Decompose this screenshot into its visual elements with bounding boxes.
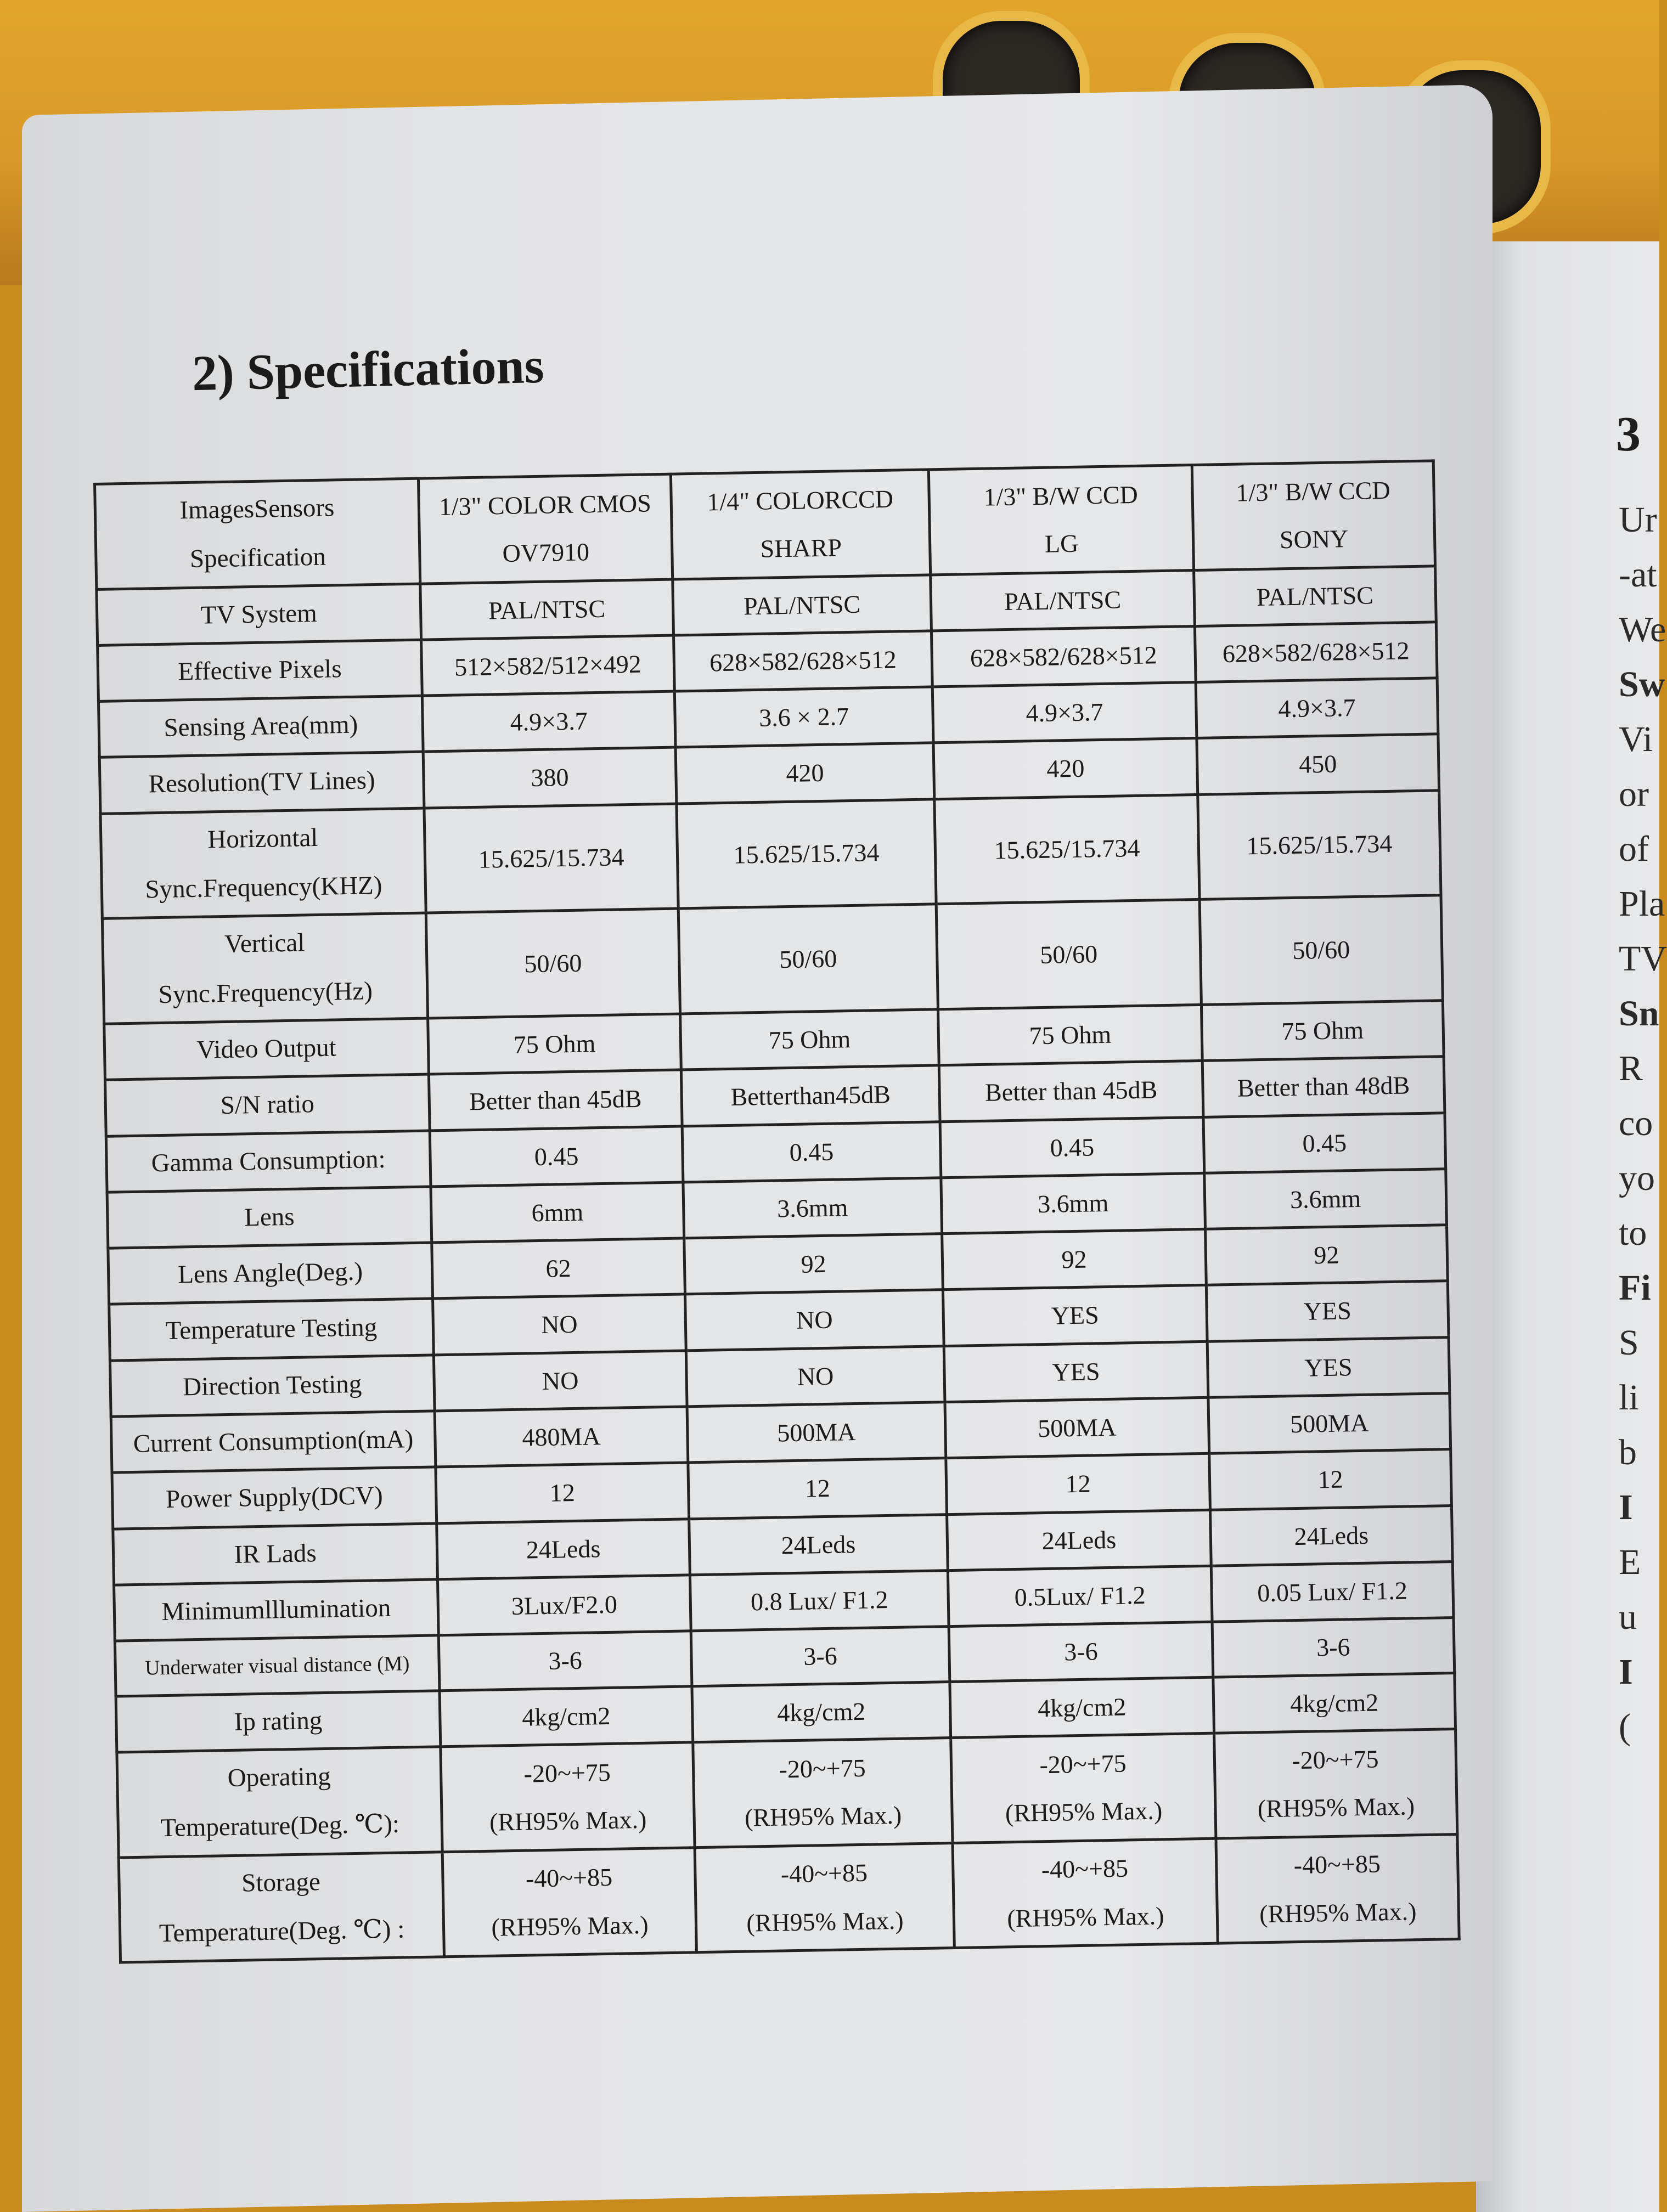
value-cell — [428, 1014, 682, 1074]
value-cell — [690, 1571, 949, 1631]
value-text: YES — [1051, 1301, 1100, 1330]
value-cell — [949, 1622, 1213, 1681]
value-cell — [1210, 1505, 1452, 1566]
row-label-cell — [108, 1243, 433, 1305]
value-cell — [947, 1510, 1212, 1571]
row-label-cell — [97, 584, 421, 646]
value-text: NO — [542, 1366, 579, 1395]
value-text: 75 Ohm — [513, 1029, 596, 1059]
row-label-text: Temperature(Deg. ℃): — [160, 1809, 400, 1843]
row-label-cell — [98, 696, 423, 758]
value-text: -40~+85 — [525, 1863, 613, 1893]
page-title: 2) Specifications — [191, 337, 545, 402]
value-text: 0.05 Lux/ F1.2 — [1257, 1576, 1408, 1607]
value-cell — [1201, 1001, 1444, 1061]
next-page — [1476, 241, 1667, 2212]
value-cell — [1207, 1337, 1450, 1397]
value-text: (RH95% Max.) — [1006, 1901, 1164, 1933]
value-text: 62 — [545, 1254, 572, 1283]
value-text: 3Lux/F2.0 — [511, 1590, 618, 1620]
value-text: 628×582/628×512 — [709, 645, 897, 677]
value-cell — [693, 1737, 953, 1847]
value-text: 12 — [1317, 1465, 1343, 1494]
value-text: 3.6mm — [776, 1193, 848, 1223]
value-cell — [939, 1061, 1203, 1122]
row-label-cell — [116, 1690, 441, 1752]
next-page-text-fragment: R — [1619, 1048, 1643, 1088]
row-label-text: Direction Testing — [182, 1369, 362, 1402]
value-text: PAL/NTSC — [488, 594, 606, 625]
value-text: 0.5Lux/ F1.2 — [1014, 1581, 1146, 1611]
value-text: 50/60 — [1039, 940, 1098, 969]
value-text: 24Leds — [526, 1534, 601, 1564]
row-label-text: Resolution(TV Lines) — [148, 766, 375, 799]
value-cell — [934, 794, 1199, 904]
value-text: NO — [540, 1310, 578, 1339]
row-label-cell — [102, 913, 427, 1024]
next-page-text-fragment: Pla — [1619, 884, 1665, 924]
value-text: Betterthan45dB — [730, 1080, 891, 1111]
value-text: 4kg/cm2 — [521, 1701, 611, 1731]
row-label-text: Sync.Frequency(Hz) — [158, 976, 373, 1009]
value-cell — [948, 1566, 1212, 1627]
value-text: 4.9×3.7 — [1026, 698, 1103, 727]
column-model: SHARP — [760, 533, 842, 563]
value-text: 480MA — [521, 1422, 601, 1452]
next-page-text-fragment: yo — [1619, 1158, 1655, 1198]
row-label-cell — [107, 1187, 432, 1249]
value-cell — [437, 1519, 690, 1579]
next-page-text-fragment: TV — [1619, 939, 1667, 979]
value-cell — [1206, 1225, 1448, 1285]
row-label-text: Sync.Frequency(KHZ) — [144, 871, 382, 904]
value-text: 12 — [804, 1474, 831, 1503]
value-text: 0.8 Lux/ F1.2 — [750, 1585, 888, 1616]
column-model: SONY — [1279, 524, 1349, 554]
row-label-text: Current Consumption(mA) — [133, 1425, 414, 1459]
next-page-text-fragment: I — [1619, 1652, 1633, 1692]
value-text: 24Leds — [1041, 1525, 1117, 1555]
value-text: 3.6mm — [1289, 1184, 1361, 1214]
value-cell — [683, 1178, 942, 1238]
value-text: 512×582/512×492 — [454, 650, 642, 681]
value-cell — [686, 1346, 945, 1406]
value-text: 4kg/cm2 — [1037, 1692, 1127, 1722]
value-text: 50/60 — [779, 944, 837, 974]
value-cell — [424, 804, 678, 913]
value-text: 75 Ohm — [1281, 1015, 1364, 1046]
next-page-text-fragment: co — [1619, 1103, 1653, 1143]
row-label-cell — [119, 1852, 444, 1962]
row-label-text: Power Supply(DCV) — [165, 1481, 384, 1514]
next-page-text-fragment: Fi — [1619, 1268, 1651, 1308]
row-label-text: Video Output — [196, 1033, 337, 1064]
value-text: 3-6 — [548, 1646, 583, 1675]
column-model: LG — [1044, 529, 1079, 558]
value-text: (RH95% Max.) — [1005, 1796, 1163, 1827]
value-cell — [1211, 1562, 1454, 1622]
value-cell — [1213, 1673, 1456, 1733]
value-text: -20~+75 — [1291, 1745, 1379, 1775]
row-label-text: Operating — [227, 1762, 331, 1793]
value-cell — [953, 1838, 1218, 1948]
value-cell — [677, 799, 936, 909]
value-text: 0.45 — [789, 1137, 834, 1166]
value-cell — [932, 682, 1197, 743]
value-text: 4kg/cm2 — [1289, 1688, 1379, 1718]
spec-table — [93, 459, 1461, 1963]
value-text: 4.9×3.7 — [1278, 693, 1356, 723]
value-text: PAL/NTSC — [1004, 585, 1122, 616]
value-cell — [1197, 734, 1439, 794]
value-text: 6mm — [531, 1198, 584, 1227]
value-cell — [938, 1005, 1202, 1065]
row-label-text: Gamma Consumption: — [151, 1144, 386, 1177]
value-text: 24Leds — [1294, 1521, 1369, 1550]
value-text: 420 — [785, 759, 824, 788]
value-cell — [426, 909, 680, 1018]
row-label-text: S/N ratio — [220, 1090, 315, 1120]
value-text: 500MA — [1037, 1413, 1117, 1443]
row-label-cell — [115, 1635, 440, 1696]
value-cell — [1195, 622, 1437, 682]
row-label-text: Temperature Testing — [165, 1313, 378, 1346]
value-cell — [674, 631, 933, 691]
value-cell — [944, 1341, 1208, 1402]
value-cell — [1203, 1113, 1446, 1173]
value-text: 75 Ohm — [768, 1024, 851, 1054]
row-label-cell — [110, 1355, 435, 1417]
value-cell — [942, 1229, 1207, 1290]
value-cell — [941, 1173, 1206, 1234]
next-page-text-fragment: -at — [1619, 555, 1657, 595]
value-text: NO — [797, 1362, 834, 1391]
value-cell — [674, 687, 933, 747]
next-page-text-fragment: or — [1619, 774, 1649, 814]
value-cell — [432, 1238, 685, 1299]
next-page-text-fragment: I — [1619, 1487, 1633, 1527]
row-label-text: Underwater visual distance (M) — [144, 1652, 410, 1680]
value-text: 3.6mm — [1037, 1188, 1109, 1218]
value-cell — [680, 1009, 939, 1070]
value-cell — [421, 635, 675, 696]
value-cell — [682, 1121, 941, 1182]
value-text: -40~+85 — [780, 1859, 868, 1888]
value-text: (RH95% Max.) — [746, 1906, 904, 1937]
value-cell — [695, 1843, 954, 1953]
row-label-text: Minimumlllumination — [161, 1593, 391, 1627]
header-label-line: ImagesSensors — [179, 493, 335, 525]
row-label-cell — [99, 752, 424, 814]
value-text: 500MA — [776, 1418, 856, 1447]
value-text: 15.625/15.734 — [994, 834, 1140, 865]
value-text: 420 — [1046, 754, 1085, 783]
value-cell — [423, 748, 677, 808]
header-column-cell — [671, 470, 930, 579]
value-cell — [1209, 1449, 1452, 1510]
value-text: 450 — [1298, 749, 1337, 779]
value-cell — [431, 1182, 684, 1243]
value-cell — [931, 626, 1196, 687]
value-cell — [945, 1397, 1209, 1458]
next-page-text-fragment: b — [1619, 1432, 1637, 1472]
value-text: 380 — [531, 763, 569, 792]
value-text: 75 Ohm — [1029, 1020, 1112, 1050]
value-text: 92 — [1061, 1245, 1087, 1274]
value-cell — [684, 1234, 943, 1294]
value-text: YES — [1304, 1352, 1353, 1382]
value-text: 15.625/15.734 — [1246, 830, 1393, 860]
value-text: 24Leds — [781, 1530, 856, 1560]
row-label-cell — [100, 808, 426, 919]
value-cell — [685, 1290, 944, 1350]
value-cell — [936, 900, 1201, 1009]
next-page-text-fragment: Sn — [1619, 994, 1659, 1034]
value-cell — [951, 1733, 1216, 1843]
row-label-cell — [106, 1131, 431, 1193]
value-text: (RH95% Max.) — [744, 1801, 902, 1832]
row-label-cell — [117, 1747, 442, 1858]
next-page-text-fragment: u — [1619, 1597, 1637, 1637]
value-text: YES — [1303, 1296, 1352, 1326]
value-text: -20~+75 — [523, 1758, 611, 1788]
value-text: 12 — [549, 1479, 576, 1508]
row-label-text: Horizontal — [207, 823, 318, 854]
value-text: 0.45 — [1050, 1132, 1095, 1162]
value-cell — [433, 1351, 687, 1411]
value-text: 4kg/cm2 — [776, 1697, 866, 1727]
header-column-cell — [928, 465, 1193, 575]
row-label-text: Ip rating — [234, 1706, 323, 1736]
value-cell — [691, 1627, 950, 1686]
value-cell — [933, 738, 1198, 799]
value-text: 3-6 — [803, 1641, 838, 1671]
value-cell — [1212, 1618, 1455, 1677]
value-cell — [946, 1454, 1210, 1515]
value-text: PAL/NTSC — [743, 590, 861, 620]
value-text: Better than 48dB — [1237, 1071, 1410, 1102]
value-text: -40~+85 — [1041, 1854, 1129, 1884]
next-page-heading: 3 — [1616, 407, 1641, 461]
value-cell — [940, 1117, 1204, 1178]
next-page-text-fragment: E — [1619, 1542, 1641, 1582]
value-text: 92 — [801, 1250, 826, 1278]
next-page-text-fragment: ( — [1619, 1707, 1631, 1747]
column-sensor: 1/3" COLOR CMOS — [438, 489, 652, 521]
next-page-text-fragment: li — [1619, 1378, 1639, 1418]
value-text: 3-6 — [1316, 1633, 1350, 1662]
value-cell — [1202, 1057, 1445, 1117]
value-text: Better than 45dB — [469, 1084, 642, 1116]
value-text: -40~+85 — [1293, 1849, 1381, 1880]
value-text: 15.625/15.734 — [733, 838, 880, 870]
value-cell — [440, 1686, 693, 1746]
next-page-text-fragment: We — [1619, 610, 1666, 650]
value-cell — [436, 1463, 689, 1523]
value-text: (RH95% Max.) — [489, 1805, 647, 1836]
value-cell — [1214, 1729, 1457, 1838]
value-text: -20~+75 — [1039, 1749, 1127, 1779]
value-text: (RH95% Max.) — [1257, 1792, 1415, 1823]
row-label-text: Temperature(Deg. ℃) : — [159, 1915, 405, 1948]
value-cell — [1208, 1393, 1451, 1454]
value-text: (RH95% Max.) — [1259, 1897, 1417, 1928]
row-label-cell — [105, 1074, 430, 1136]
row-label-text: Storage — [241, 1867, 321, 1898]
header-column-cell — [1192, 461, 1435, 570]
value-text: 0.45 — [534, 1142, 579, 1171]
value-text: -20~+75 — [779, 1753, 866, 1784]
value-cell — [437, 1575, 691, 1635]
value-text: NO — [796, 1306, 833, 1335]
value-cell — [943, 1285, 1207, 1346]
row-label-cell — [109, 1299, 434, 1361]
next-page-text-fragment: Ur — [1619, 500, 1657, 540]
value-cell — [689, 1514, 948, 1575]
next-page-text-fragment: of — [1619, 829, 1649, 869]
value-cell — [422, 691, 675, 752]
header-column-cell — [418, 474, 672, 584]
value-cell — [1198, 791, 1441, 900]
row-label-cell — [111, 1411, 436, 1473]
value-cell — [678, 904, 938, 1014]
row-label-text: Lens — [244, 1202, 295, 1232]
value-text: 500MA — [1289, 1408, 1369, 1438]
column-model: OV7910 — [502, 538, 590, 568]
column-sensor: 1/3" B/W CCD — [1236, 476, 1391, 507]
value-cell — [433, 1294, 686, 1355]
row-label-text: Sensing Area(mm) — [163, 710, 358, 743]
value-cell — [430, 1126, 683, 1187]
row-label-text: Vertical — [224, 928, 305, 959]
row-label-cell — [98, 640, 423, 702]
value-cell — [441, 1742, 695, 1852]
value-text: 92 — [1313, 1240, 1339, 1269]
spec-table-container — [93, 459, 1458, 1963]
value-text: Better than 45dB — [984, 1075, 1158, 1107]
value-cell — [692, 1681, 951, 1742]
row-label-text: Lens Angle(Deg.) — [177, 1257, 363, 1289]
value-cell — [1199, 895, 1443, 1005]
value-text: 0.45 — [1302, 1128, 1347, 1158]
row-label-text: IR Lads — [234, 1538, 317, 1569]
value-cell — [1216, 1834, 1459, 1943]
next-page-text-fragment: Vi — [1619, 719, 1653, 759]
value-cell — [681, 1065, 940, 1126]
value-text: (RH95% Max.) — [491, 1910, 649, 1942]
column-sensor: 1/3" B/W CCD — [983, 480, 1139, 511]
value-cell — [931, 570, 1195, 631]
column-sensor: 1/4" COLORCCD — [707, 484, 894, 516]
value-cell — [673, 574, 932, 635]
value-cell — [1194, 566, 1437, 626]
row-label-cell — [104, 1018, 429, 1080]
value-text: 3-6 — [1063, 1637, 1099, 1666]
row-label-text: Effective Pixels — [178, 654, 342, 686]
value-cell — [1196, 678, 1438, 738]
value-text: 628×582/628×512 — [1222, 636, 1410, 668]
value-text: 12 — [1065, 1469, 1091, 1498]
row-label-cell — [112, 1467, 437, 1529]
value-cell — [420, 579, 674, 640]
row-label-text: TV System — [200, 599, 318, 630]
value-text: 15.625/15.734 — [478, 843, 624, 874]
value-cell — [687, 1402, 946, 1463]
value-text: 50/60 — [524, 949, 582, 978]
row-label-cell — [114, 1579, 439, 1641]
value-cell — [442, 1847, 696, 1957]
value-text: 50/60 — [1292, 935, 1350, 964]
value-cell — [429, 1070, 682, 1130]
value-text: 4.9×3.7 — [510, 707, 588, 736]
value-text: 3.6 × 2.7 — [758, 702, 849, 732]
value-text: PAL/NTSC — [1256, 580, 1374, 611]
value-cell — [435, 1407, 688, 1467]
row-label-cell — [113, 1523, 438, 1585]
value-cell — [1206, 1281, 1449, 1341]
next-page-text-fragment: Sw — [1619, 664, 1665, 704]
value-text: YES — [1052, 1357, 1100, 1386]
value-cell — [1204, 1169, 1447, 1229]
value-text: 628×582/628×512 — [970, 641, 1158, 672]
next-page-text-fragment: S — [1619, 1323, 1639, 1363]
value-cell — [950, 1677, 1214, 1738]
value-cell — [438, 1631, 692, 1690]
value-cell — [688, 1458, 947, 1519]
next-page-text-fragment: to — [1619, 1213, 1647, 1253]
header-label-line: Specification — [189, 542, 326, 574]
header-label-cell — [95, 478, 420, 589]
value-cell — [675, 743, 934, 803]
